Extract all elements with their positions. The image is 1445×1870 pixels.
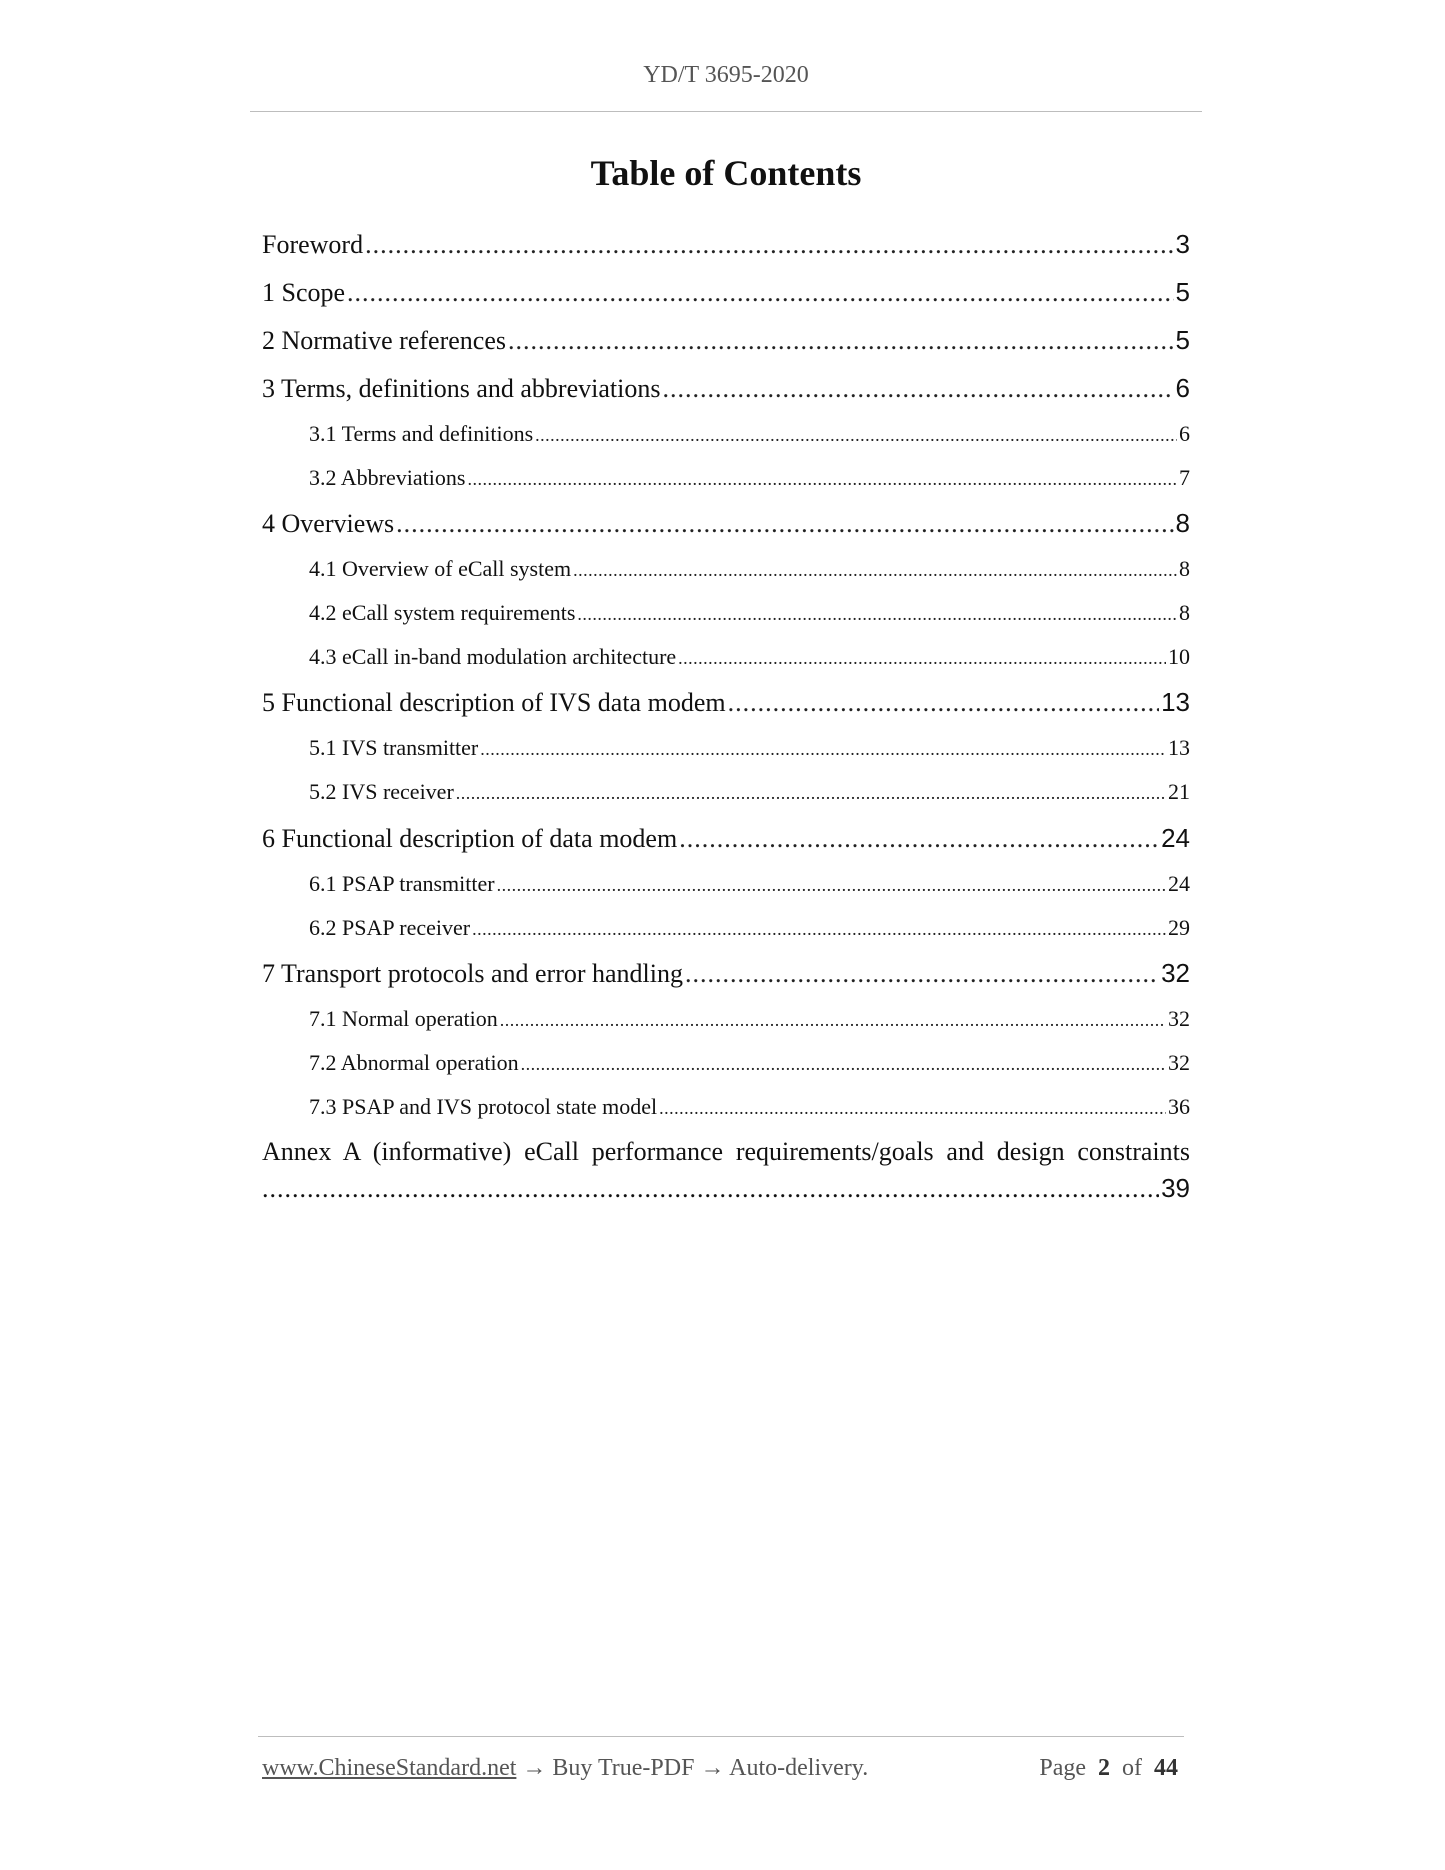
toc-entry[interactable] bbox=[262, 678, 1190, 726]
footer-promo bbox=[262, 1755, 868, 1782]
toc-entry-annex-a[interactable] bbox=[262, 1134, 1190, 1206]
toc-entry-page: 32 bbox=[1168, 1049, 1190, 1075]
dot-leader bbox=[347, 269, 1173, 317]
toc-entry[interactable] bbox=[262, 949, 1190, 997]
toc-entry-page: 21 bbox=[1168, 779, 1190, 805]
toc-entry[interactable] bbox=[262, 499, 1190, 547]
toc-entry-title: 7.3 PSAP and IVS protocol state model bbox=[309, 1093, 658, 1119]
toc-entry-title: 6 Functional description of data modem bbox=[262, 823, 678, 853]
toc-entry-title: 5.2 IVS receiver bbox=[309, 779, 454, 805]
page-label: Page bbox=[1039, 1755, 1086, 1781]
table-of-contents bbox=[262, 220, 1190, 1206]
toc-entry-page: 24 bbox=[1168, 870, 1190, 896]
toc-entry-title: 3.2 Abbreviations bbox=[309, 464, 466, 490]
toc-entry[interactable] bbox=[262, 814, 1190, 862]
toc-entry[interactable] bbox=[262, 906, 1190, 950]
running-header: YD/T 3695-2020 bbox=[643, 62, 809, 88]
toc-entry-title: 4.2 eCall system requirements bbox=[309, 600, 576, 626]
dot-leader bbox=[500, 999, 1166, 1043]
toc-entry-page: 6 bbox=[1179, 421, 1190, 446]
toc-entry[interactable] bbox=[262, 726, 1190, 770]
toc-entry-title: 6.1 PSAP transmitter bbox=[309, 870, 495, 896]
toc-entry[interactable] bbox=[262, 220, 1190, 268]
buy-pdf-text: Buy True-PDF bbox=[552, 1755, 695, 1781]
auto-delivery-text: Auto-delivery. bbox=[729, 1755, 869, 1781]
toc-entry-title: 7.1 Normal operation bbox=[309, 1006, 498, 1032]
toc-entry-page: 13 bbox=[1161, 687, 1190, 718]
toc-entry[interactable] bbox=[262, 997, 1190, 1041]
toc-entry-page: 7 bbox=[1179, 464, 1190, 490]
dot-leader bbox=[535, 414, 1177, 458]
toc-entry-page: 32 bbox=[1168, 1006, 1190, 1032]
dot-leader bbox=[262, 1171, 1159, 1207]
toc-entry-list bbox=[262, 220, 1190, 1128]
arrow-right-icon: → bbox=[700, 1755, 725, 1781]
toc-entry-page: 36 bbox=[1168, 1093, 1190, 1119]
toc-entry[interactable] bbox=[262, 547, 1190, 591]
toc-entry-title: Foreword bbox=[262, 230, 364, 259]
toc-entry-title: 2 Normative references bbox=[262, 326, 506, 355]
toc-entry-page: 5 bbox=[1175, 277, 1190, 307]
page-current: 2 bbox=[1098, 1755, 1110, 1781]
toc-entry[interactable] bbox=[262, 316, 1190, 364]
site-link[interactable]: www.ChineseStandard.net bbox=[262, 1755, 517, 1781]
arrow-right-icon: → bbox=[522, 1755, 547, 1781]
of-label: of bbox=[1122, 1755, 1142, 1781]
toc-entry-title: 4.3 eCall in-band modulation architecture bbox=[309, 643, 677, 669]
toc-entry-page: 8 bbox=[1175, 508, 1190, 539]
toc-entry-page: 29 bbox=[1168, 914, 1190, 940]
toc-entry[interactable] bbox=[262, 1085, 1190, 1129]
toc-entry[interactable] bbox=[262, 635, 1190, 679]
toc-entry-page: 32 bbox=[1161, 958, 1190, 989]
toc-entry-page: 10 bbox=[1168, 643, 1190, 669]
toc-entry[interactable] bbox=[262, 1041, 1190, 1085]
dot-leader bbox=[521, 1043, 1166, 1087]
toc-entry-page: 3 bbox=[1175, 229, 1190, 259]
page-number bbox=[1039, 1755, 1178, 1782]
toc-entry-title: 7.2 Abnormal operation bbox=[309, 1049, 519, 1075]
dot-leader bbox=[508, 317, 1174, 365]
toc-entry-title: 5.1 IVS transmitter bbox=[309, 735, 479, 761]
toc-entry-title: 6.2 PSAP receiver bbox=[309, 914, 471, 940]
dot-leader bbox=[472, 908, 1166, 952]
dot-leader bbox=[480, 728, 1166, 772]
page-total: 44 bbox=[1154, 1755, 1178, 1781]
dot-leader bbox=[678, 637, 1166, 681]
toc-entry-page: 5 bbox=[1175, 325, 1190, 355]
toc-entry-title: Annex A (informative) eCall performance requirements/goals and design constraints bbox=[262, 1137, 1190, 1167]
toc-entry-page: 24 bbox=[1161, 822, 1190, 853]
toc-entry-page: 6 bbox=[1175, 373, 1190, 403]
toc-entry[interactable] bbox=[262, 456, 1190, 500]
toc-entry-page: 8 bbox=[1179, 556, 1190, 582]
dot-leader bbox=[497, 864, 1166, 908]
dot-leader bbox=[467, 458, 1177, 502]
toc-entry[interactable] bbox=[262, 770, 1190, 814]
toc-entry-title: 5 Functional description of IVS data modem bbox=[262, 688, 726, 718]
toc-entry-page: 39 bbox=[1161, 1173, 1190, 1204]
page-title: Table of Contents bbox=[590, 153, 862, 193]
header-divider bbox=[250, 111, 1202, 112]
toc-entry-leader-line bbox=[262, 1170, 1190, 1206]
dot-leader bbox=[662, 365, 1173, 413]
dot-leader bbox=[685, 950, 1159, 998]
toc-entry-title: 4 Overviews bbox=[262, 509, 395, 539]
toc-entry[interactable] bbox=[262, 591, 1190, 635]
dot-leader bbox=[577, 593, 1177, 637]
toc-entry-title: 3.1 Terms and definitions bbox=[309, 421, 534, 446]
toc-entry[interactable] bbox=[262, 862, 1190, 906]
dot-leader bbox=[573, 549, 1177, 593]
toc-entry-title: 1 Scope bbox=[262, 278, 346, 307]
dot-leader bbox=[728, 679, 1159, 727]
toc-entry-page: 8 bbox=[1179, 600, 1190, 626]
toc-entry[interactable] bbox=[262, 268, 1190, 316]
dot-leader bbox=[659, 1087, 1166, 1131]
toc-entry-page: 13 bbox=[1168, 735, 1190, 761]
footer-divider bbox=[258, 1736, 1184, 1737]
dot-leader bbox=[396, 500, 1173, 548]
dot-leader bbox=[456, 772, 1166, 816]
toc-entry-title: 7 Transport protocols and error handling bbox=[262, 959, 684, 989]
dot-leader bbox=[679, 815, 1159, 863]
toc-entry[interactable] bbox=[262, 412, 1190, 456]
toc-entry-title: 4.1 Overview of eCall system bbox=[309, 556, 572, 582]
toc-entry-title: 3 Terms, definitions and abbreviations bbox=[262, 374, 661, 403]
dot-leader bbox=[365, 221, 1173, 269]
toc-entry[interactable] bbox=[262, 364, 1190, 412]
